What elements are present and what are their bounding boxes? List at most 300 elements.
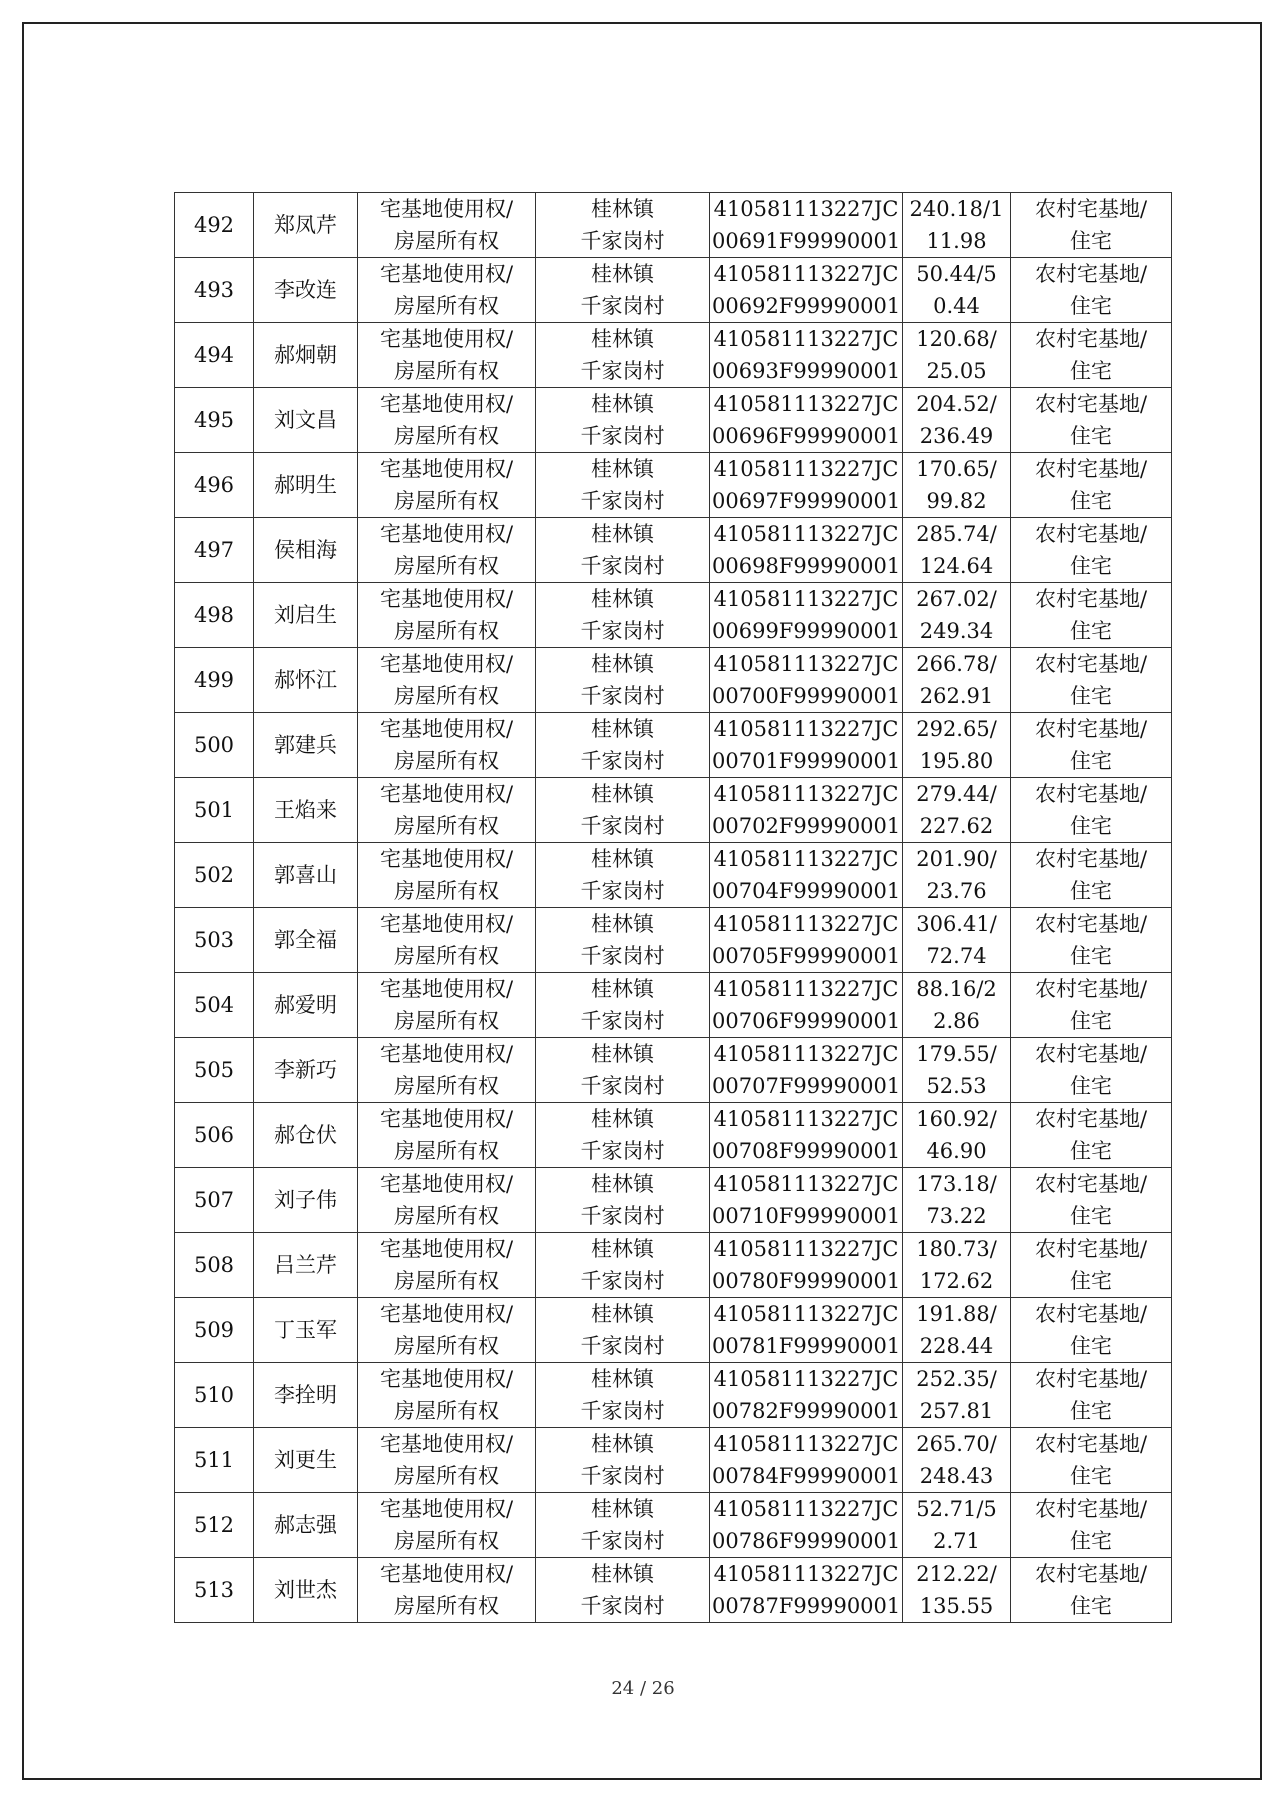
parcel-code-cell	[710, 583, 903, 648]
area-cell	[903, 778, 1011, 843]
owner-name-cell: 李新巧	[254, 1038, 358, 1103]
parcel-code-line: 410581113227JC	[713, 1107, 899, 1131]
parcel-code-line: 00699F99990001	[712, 619, 901, 643]
area-line: 2.71	[933, 1529, 980, 1553]
right-type-line: 宅基地使用权/	[379, 327, 514, 351]
row-number-cell: 504	[175, 973, 254, 1038]
location-line: 千家岗村	[580, 554, 665, 578]
location-line: 千家岗村	[580, 1464, 665, 1488]
right-type-line: 宅基地使用权/	[379, 392, 514, 416]
area-line: 2.86	[933, 1009, 980, 1033]
area-cell	[903, 908, 1011, 973]
right-type-line: 宅基地使用权/	[379, 522, 514, 546]
right-type-cell	[358, 193, 536, 258]
land-use-line: 农村宅基地/	[1034, 1107, 1148, 1131]
location-line: 千家岗村	[580, 684, 665, 708]
area-line: 212.22/	[916, 1562, 997, 1586]
table-row	[175, 843, 1172, 908]
row-number-cell: 500	[175, 713, 254, 778]
owner-name-cell: 郝明生	[254, 453, 358, 518]
owner-name-cell: 郝爱明	[254, 973, 358, 1038]
area-cell	[903, 843, 1011, 908]
right-type-cell	[358, 453, 536, 518]
location-line: 千家岗村	[580, 1399, 665, 1423]
area-line: 267.02/	[916, 587, 997, 611]
row-number-cell: 502	[175, 843, 254, 908]
area-cell	[903, 518, 1011, 583]
right-type-line: 房屋所有权	[394, 294, 499, 318]
right-type-line: 房屋所有权	[394, 1594, 499, 1618]
land-use-line: 住宅	[1070, 814, 1112, 838]
location-cell	[536, 453, 710, 518]
land-use-line: 住宅	[1070, 1009, 1112, 1033]
land-use-cell	[1011, 1558, 1172, 1623]
right-type-line: 宅基地使用权/	[379, 717, 514, 741]
land-use-cell	[1011, 388, 1172, 453]
right-type-line: 房屋所有权	[394, 1399, 499, 1423]
location-line: 桂林镇	[591, 1237, 654, 1261]
location-line: 桂林镇	[591, 782, 654, 806]
location-cell	[536, 193, 710, 258]
location-line: 千家岗村	[580, 944, 665, 968]
location-cell	[536, 1038, 710, 1103]
land-use-line: 住宅	[1070, 359, 1112, 383]
land-use-line: 农村宅基地/	[1034, 197, 1148, 221]
owner-name-cell: 王焰来	[254, 778, 358, 843]
right-type-cell	[358, 1233, 536, 1298]
parcel-code-cell	[710, 1233, 903, 1298]
location-line: 千家岗村	[580, 1204, 665, 1228]
table-row	[175, 908, 1172, 973]
owner-name-cell: 刘启生	[254, 583, 358, 648]
area-cell	[903, 1558, 1011, 1623]
owner-name-cell: 郝志强	[254, 1493, 358, 1558]
table-row	[175, 1493, 1172, 1558]
right-type-cell	[358, 648, 536, 713]
row-number-cell: 507	[175, 1168, 254, 1233]
parcel-code-cell	[710, 193, 903, 258]
location-line: 千家岗村	[580, 424, 665, 448]
parcel-code-cell	[710, 1038, 903, 1103]
area-cell	[903, 323, 1011, 388]
parcel-code-line: 410581113227JC	[713, 522, 899, 546]
parcel-code-line: 410581113227JC	[713, 652, 899, 676]
table-row	[175, 1233, 1172, 1298]
owner-name-cell: 郝仓伏	[254, 1103, 358, 1168]
row-number-cell: 512	[175, 1493, 254, 1558]
parcel-code-cell	[710, 1493, 903, 1558]
land-use-cell	[1011, 453, 1172, 518]
area-cell	[903, 1103, 1011, 1168]
land-use-line: 住宅	[1070, 1204, 1112, 1228]
area-line: 170.65/	[916, 457, 997, 481]
parcel-code-line: 00784F99990001	[712, 1464, 901, 1488]
parcel-code-line: 410581113227JC	[713, 1042, 899, 1066]
land-use-cell	[1011, 1363, 1172, 1428]
table-row	[175, 323, 1172, 388]
table-row	[175, 1428, 1172, 1493]
location-cell	[536, 583, 710, 648]
table-row	[175, 648, 1172, 713]
row-number-cell: 503	[175, 908, 254, 973]
land-use-cell	[1011, 778, 1172, 843]
location-line: 桂林镇	[591, 847, 654, 871]
location-line: 桂林镇	[591, 1432, 654, 1456]
area-line: 292.65/	[916, 717, 997, 741]
owner-name-cell: 郝炯朝	[254, 323, 358, 388]
owner-name-cell: 郭喜山	[254, 843, 358, 908]
land-use-cell	[1011, 973, 1172, 1038]
area-line: 257.81	[919, 1399, 994, 1423]
area-cell	[903, 713, 1011, 778]
area-line: 50.44/5	[916, 262, 997, 286]
right-type-cell	[358, 258, 536, 323]
row-number-cell: 509	[175, 1298, 254, 1363]
parcel-code-cell	[710, 973, 903, 1038]
area-line: 172.62	[919, 1269, 994, 1293]
area-cell	[903, 1168, 1011, 1233]
parcel-code-line: 00705F99990001	[712, 944, 901, 968]
parcel-code-cell	[710, 778, 903, 843]
parcel-code-line: 410581113227JC	[713, 327, 899, 351]
location-cell	[536, 518, 710, 583]
parcel-code-cell	[710, 843, 903, 908]
area-line: 0.44	[933, 294, 980, 318]
right-type-line: 宅基地使用权/	[379, 1432, 514, 1456]
area-line: 52.71/5	[916, 1497, 997, 1521]
area-line: 160.92/	[916, 1107, 997, 1131]
right-type-line: 房屋所有权	[394, 1009, 499, 1033]
land-use-line: 农村宅基地/	[1034, 327, 1148, 351]
area-line: 25.05	[926, 359, 987, 383]
location-line: 千家岗村	[580, 1009, 665, 1033]
land-use-line: 住宅	[1070, 1139, 1112, 1163]
owner-name-cell: 李拴明	[254, 1363, 358, 1428]
area-cell	[903, 1233, 1011, 1298]
table-row	[175, 1298, 1172, 1363]
parcel-code-cell	[710, 648, 903, 713]
right-type-cell	[358, 1168, 536, 1233]
right-type-line: 房屋所有权	[394, 684, 499, 708]
parcel-code-line: 410581113227JC	[713, 1367, 899, 1391]
area-cell	[903, 1493, 1011, 1558]
right-type-line: 房屋所有权	[394, 944, 499, 968]
land-use-line: 住宅	[1070, 554, 1112, 578]
location-line: 千家岗村	[580, 1269, 665, 1293]
land-use-cell	[1011, 1168, 1172, 1233]
land-use-cell	[1011, 648, 1172, 713]
right-type-line: 宅基地使用权/	[379, 262, 514, 286]
right-type-cell	[358, 388, 536, 453]
page-number: 24 / 26	[611, 1678, 675, 1699]
table-row	[175, 1103, 1172, 1168]
location-line: 千家岗村	[580, 1334, 665, 1358]
row-number-cell: 501	[175, 778, 254, 843]
row-number-cell: 506	[175, 1103, 254, 1168]
parcel-code-line: 410581113227JC	[713, 717, 899, 741]
location-line: 千家岗村	[580, 294, 665, 318]
parcel-code-line: 410581113227JC	[713, 1432, 899, 1456]
land-use-line: 农村宅基地/	[1034, 717, 1148, 741]
land-use-line: 农村宅基地/	[1034, 1042, 1148, 1066]
area-line: 236.49	[919, 424, 994, 448]
right-type-cell	[358, 1428, 536, 1493]
location-line: 桂林镇	[591, 392, 654, 416]
location-line: 桂林镇	[591, 262, 654, 286]
location-line: 千家岗村	[580, 1074, 665, 1098]
registry-table-body	[175, 193, 1172, 1623]
right-type-line: 房屋所有权	[394, 1334, 499, 1358]
right-type-line: 房屋所有权	[394, 229, 499, 253]
parcel-code-cell	[710, 908, 903, 973]
owner-name-cell: 丁玉军	[254, 1298, 358, 1363]
right-type-cell	[358, 778, 536, 843]
land-use-line: 农村宅基地/	[1034, 652, 1148, 676]
land-use-line: 农村宅基地/	[1034, 1237, 1148, 1261]
area-line: 266.78/	[916, 652, 997, 676]
area-line: 180.73/	[916, 1237, 997, 1261]
land-use-cell	[1011, 1298, 1172, 1363]
right-type-cell	[358, 973, 536, 1038]
area-cell	[903, 973, 1011, 1038]
parcel-code-line: 410581113227JC	[713, 1562, 899, 1586]
parcel-code-line: 410581113227JC	[713, 1497, 899, 1521]
table-row	[175, 1363, 1172, 1428]
right-type-cell	[358, 713, 536, 778]
right-type-line: 宅基地使用权/	[379, 977, 514, 1001]
land-use-line: 住宅	[1070, 619, 1112, 643]
area-line: 179.55/	[916, 1042, 997, 1066]
right-type-line: 宅基地使用权/	[379, 1302, 514, 1326]
land-use-line: 住宅	[1070, 229, 1112, 253]
land-use-line: 住宅	[1070, 1594, 1112, 1618]
location-line: 桂林镇	[591, 457, 654, 481]
location-line: 千家岗村	[580, 1139, 665, 1163]
right-type-line: 宅基地使用权/	[379, 1562, 514, 1586]
land-use-cell	[1011, 193, 1172, 258]
parcel-code-line: 00697F99990001	[712, 489, 901, 513]
row-number-cell: 499	[175, 648, 254, 713]
parcel-code-line: 00787F99990001	[712, 1594, 901, 1618]
location-cell	[536, 1558, 710, 1623]
location-cell	[536, 973, 710, 1038]
land-use-line: 农村宅基地/	[1034, 1432, 1148, 1456]
parcel-code-line: 00692F99990001	[712, 294, 901, 318]
owner-name-cell: 刘子伟	[254, 1168, 358, 1233]
parcel-code-line: 00706F99990001	[712, 1009, 901, 1033]
right-type-line: 房屋所有权	[394, 814, 499, 838]
table-row	[175, 1038, 1172, 1103]
land-use-line: 农村宅基地/	[1034, 392, 1148, 416]
right-type-cell	[358, 1298, 536, 1363]
parcel-code-line: 410581113227JC	[713, 847, 899, 871]
parcel-code-line: 00702F99990001	[712, 814, 901, 838]
area-cell	[903, 1428, 1011, 1493]
right-type-line: 房屋所有权	[394, 1464, 499, 1488]
parcel-code-cell	[710, 258, 903, 323]
parcel-code-line: 410581113227JC	[713, 782, 899, 806]
parcel-code-cell	[710, 518, 903, 583]
area-line: 120.68/	[916, 327, 997, 351]
land-use-line: 农村宅基地/	[1034, 977, 1148, 1001]
owner-name-cell: 郭建兵	[254, 713, 358, 778]
location-cell	[536, 1493, 710, 1558]
right-type-line: 房屋所有权	[394, 1074, 499, 1098]
location-line: 千家岗村	[580, 229, 665, 253]
parcel-code-line: 410581113227JC	[713, 587, 899, 611]
land-use-cell	[1011, 1428, 1172, 1493]
land-use-cell	[1011, 908, 1172, 973]
table-row	[175, 453, 1172, 518]
parcel-code-cell	[710, 453, 903, 518]
row-number-cell: 510	[175, 1363, 254, 1428]
owner-name-cell: 郭全福	[254, 908, 358, 973]
table-row	[175, 713, 1172, 778]
location-line: 桂林镇	[591, 652, 654, 676]
table-row	[175, 1168, 1172, 1233]
owner-name-cell: 吕兰芹	[254, 1233, 358, 1298]
location-cell	[536, 908, 710, 973]
area-line: 11.98	[926, 229, 987, 253]
land-use-line: 农村宅基地/	[1034, 1497, 1148, 1521]
parcel-code-line: 410581113227JC	[713, 1237, 899, 1261]
right-type-line: 宅基地使用权/	[379, 1367, 514, 1391]
parcel-code-cell	[710, 1168, 903, 1233]
land-use-line: 农村宅基地/	[1034, 587, 1148, 611]
location-line: 桂林镇	[591, 1172, 654, 1196]
parcel-code-line: 410581113227JC	[713, 392, 899, 416]
right-type-line: 房屋所有权	[394, 749, 499, 773]
land-use-cell	[1011, 713, 1172, 778]
right-type-line: 宅基地使用权/	[379, 1042, 514, 1066]
parcel-code-line: 00780F99990001	[712, 1269, 901, 1293]
location-line: 桂林镇	[591, 1562, 654, 1586]
location-line: 千家岗村	[580, 749, 665, 773]
right-type-cell	[358, 1038, 536, 1103]
area-cell	[903, 453, 1011, 518]
right-type-line: 宅基地使用权/	[379, 1237, 514, 1261]
right-type-line: 房屋所有权	[394, 1139, 499, 1163]
row-number-cell: 505	[175, 1038, 254, 1103]
parcel-code-line: 00693F99990001	[712, 359, 901, 383]
land-use-line: 住宅	[1070, 944, 1112, 968]
table-row	[175, 193, 1172, 258]
area-cell	[903, 1363, 1011, 1428]
owner-name-cell: 郝怀江	[254, 648, 358, 713]
right-type-line: 房屋所有权	[394, 1529, 499, 1553]
parcel-code-line: 410581113227JC	[713, 1302, 899, 1326]
right-type-cell	[358, 843, 536, 908]
location-line: 桂林镇	[591, 1107, 654, 1131]
location-cell	[536, 778, 710, 843]
right-type-cell	[358, 1363, 536, 1428]
area-line: 88.16/2	[916, 977, 997, 1001]
area-line: 46.90	[926, 1139, 987, 1163]
owner-name-cell: 李改连	[254, 258, 358, 323]
parcel-code-line: 410581113227JC	[713, 197, 899, 221]
land-use-line: 住宅	[1070, 424, 1112, 448]
area-line: 204.52/	[916, 392, 997, 416]
right-type-line: 房屋所有权	[394, 554, 499, 578]
area-cell	[903, 193, 1011, 258]
row-number-cell: 511	[175, 1428, 254, 1493]
right-type-cell	[358, 518, 536, 583]
land-use-line: 住宅	[1070, 1269, 1112, 1293]
right-type-cell	[358, 1103, 536, 1168]
location-cell	[536, 1298, 710, 1363]
land-use-line: 住宅	[1070, 294, 1112, 318]
area-line: 73.22	[926, 1204, 987, 1228]
area-line: 52.53	[926, 1074, 987, 1098]
right-type-line: 房屋所有权	[394, 619, 499, 643]
area-line: 265.70/	[916, 1432, 997, 1456]
parcel-code-line: 410581113227JC	[713, 912, 899, 936]
table-row	[175, 973, 1172, 1038]
table-row	[175, 778, 1172, 843]
area-line: 279.44/	[916, 782, 997, 806]
land-use-cell	[1011, 258, 1172, 323]
owner-name-cell: 郑凤芹	[254, 193, 358, 258]
right-type-line: 宅基地使用权/	[379, 782, 514, 806]
land-use-line: 农村宅基地/	[1034, 847, 1148, 871]
location-line: 桂林镇	[591, 977, 654, 1001]
row-number-cell: 494	[175, 323, 254, 388]
parcel-code-line: 410581113227JC	[713, 1172, 899, 1196]
land-use-line: 农村宅基地/	[1034, 1562, 1148, 1586]
location-line: 桂林镇	[591, 327, 654, 351]
location-line: 千家岗村	[580, 1594, 665, 1618]
parcel-code-line: 00691F99990001	[712, 229, 901, 253]
land-use-line: 农村宅基地/	[1034, 1367, 1148, 1391]
land-use-cell	[1011, 1233, 1172, 1298]
parcel-code-line: 00781F99990001	[712, 1334, 901, 1358]
location-cell	[536, 1233, 710, 1298]
location-line: 桂林镇	[591, 197, 654, 221]
location-cell	[536, 323, 710, 388]
table-row	[175, 258, 1172, 323]
right-type-line: 房屋所有权	[394, 879, 499, 903]
area-cell	[903, 1298, 1011, 1363]
row-number-cell: 513	[175, 1558, 254, 1623]
right-type-line: 宅基地使用权/	[379, 1172, 514, 1196]
land-use-line: 住宅	[1070, 1399, 1112, 1423]
location-line: 千家岗村	[580, 814, 665, 838]
area-line: 173.18/	[916, 1172, 997, 1196]
area-line: 191.88/	[916, 1302, 997, 1326]
owner-name-cell: 刘世杰	[254, 1558, 358, 1623]
land-use-line: 住宅	[1070, 1074, 1112, 1098]
area-cell	[903, 583, 1011, 648]
area-line: 227.62	[919, 814, 994, 838]
row-number-cell: 495	[175, 388, 254, 453]
parcel-code-line: 00704F99990001	[712, 879, 901, 903]
area-line: 228.44	[919, 1334, 994, 1358]
right-type-line: 宅基地使用权/	[379, 912, 514, 936]
right-type-line: 房屋所有权	[394, 1204, 499, 1228]
right-type-line: 宅基地使用权/	[379, 652, 514, 676]
row-number-cell: 496	[175, 453, 254, 518]
location-line: 千家岗村	[580, 489, 665, 513]
land-use-cell	[1011, 518, 1172, 583]
parcel-code-line: 00701F99990001	[712, 749, 901, 773]
location-line: 千家岗村	[580, 619, 665, 643]
area-line: 99.82	[926, 489, 987, 513]
location-cell	[536, 258, 710, 323]
land-use-line: 农村宅基地/	[1034, 1302, 1148, 1326]
row-number-cell: 492	[175, 193, 254, 258]
parcel-code-line: 410581113227JC	[713, 977, 899, 1001]
land-use-cell	[1011, 1493, 1172, 1558]
